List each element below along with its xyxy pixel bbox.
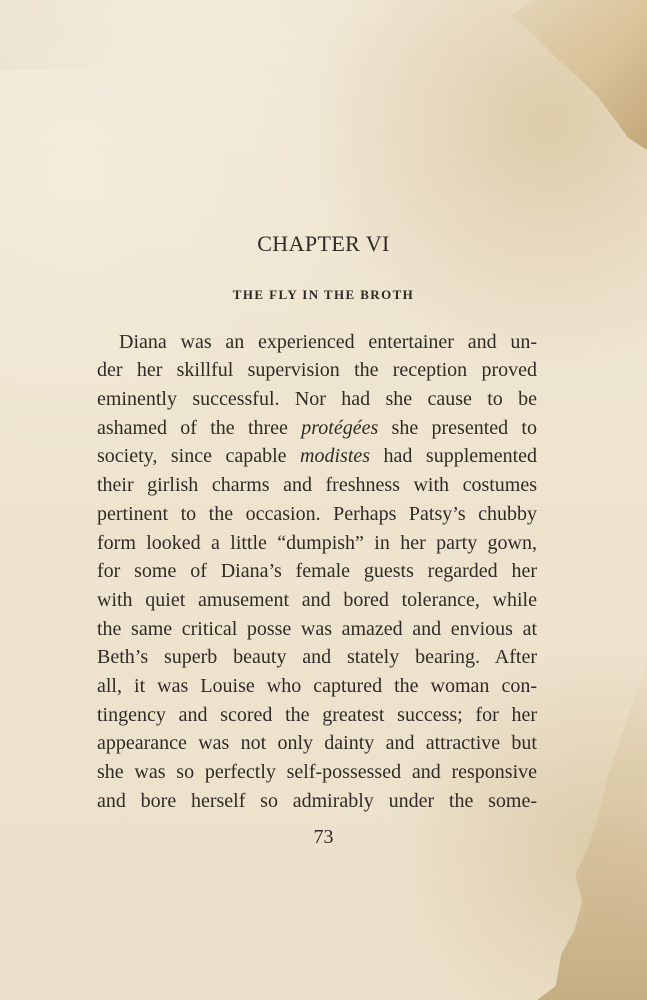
body-line: appearance was not only dainty and attractive but [97,732,537,754]
chapter-title: CHAPTER VI [257,231,390,256]
chapter-subtitle: THE FLY IN THE BROTH [232,287,415,302]
body-line: form looked a little “dumpish” in her party gown, [97,532,537,554]
body-line: Beth’s superb beauty and stately bearing. After [97,646,537,668]
italic-word: modistes [300,445,371,467]
body-line: their girlish charms and freshness with costumes [97,474,537,496]
line-suffix: had supplemented [370,445,537,467]
body-line: she was so perfectly self-possessed and responsive [97,761,537,783]
body-line: with quiet amusement and bored tolerance, while [97,589,537,611]
body-line: pertinent to the occasion. Perhaps Patsy’s chubby [97,503,537,525]
body-line: for some of Diana’s female guests regarded her [97,560,537,582]
paper-stain-top-left [0,0,140,70]
paper-stain-top-right [477,0,647,150]
line-prefix: society, since capable [97,445,301,467]
body-line: all, it was Louise who captured the woman con- [97,675,537,697]
page-number: 73 [313,826,334,848]
body-line: the same critical posse was amazed and envious at [97,618,537,640]
body-line: eminently successful. Nor had she cause to be [97,388,537,410]
chapter-body [97,328,537,818]
body-line [97,442,537,472]
paper-stain-right-lower [537,650,647,1000]
italic-word: protégées [301,417,379,439]
line-prefix: ashamed of the three [97,417,302,439]
body-line: tingency and scored the greatest success; for her [97,704,537,726]
line-suffix: she presented to [378,417,537,439]
body-line: Diana was an experienced entertainer and un- [119,331,537,353]
body-line [97,414,537,444]
body-line: and bore herself so admirably under the some- [97,790,537,812]
body-line: der her skillful supervision the reception proved [97,359,537,381]
